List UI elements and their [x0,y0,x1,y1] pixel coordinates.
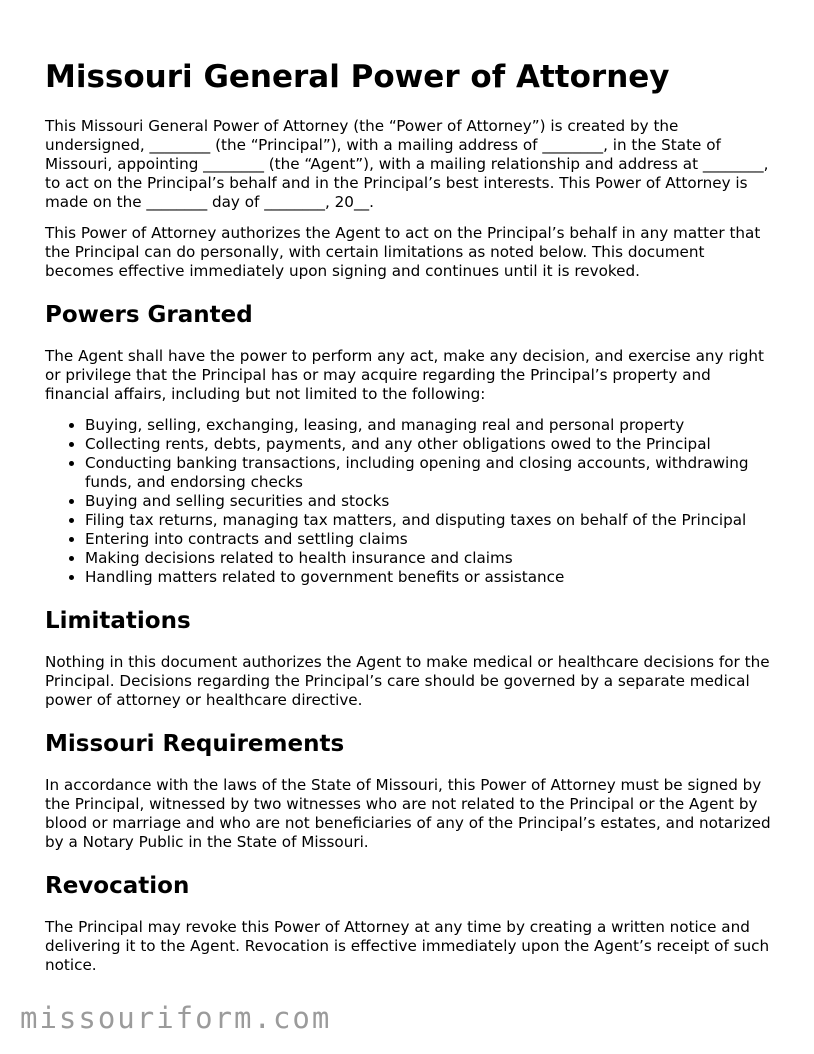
list-item: • Handling matters related to government benefits or assistance [85,568,773,587]
intro-paragraph: This Power of Attorney authorizes the Agent to act on the Principal’s behalf in any matter that the Principal can do personally, with certain limitations as noted below. This document becomes effective immediately upon signing and continues until it is revoked. [45,224,761,280]
limitations-paragraph: Nothing in this document authorizes the Agent to make medical or healthcare decisions for the Principal. Decisions regarding the Principal’s care should be governed by a separate medical power of attorney or healthcare directive. [45,653,770,709]
powers-paragraph: The Agent shall have the power to perform any act, make any decision, and exercise any right or privilege that the Principal has or may acquire regarding the Principal’s property and financial affairs, including but not limited to the following: [45,347,765,403]
document-title: Missouri General Power of Attorney [45,59,670,95]
list-item: • Filing tax returns, managing tax matters, and disputing taxes on behalf of the Principal [85,511,773,530]
revocation-paragraph: The Principal may revoke this Power of Attorney at any time by creating a written notice and delivering it to the Agent. Revocation is effective immediately upon the Agent’s receipt of such notice. [45,918,770,974]
section-heading-powers: Powers Granted [45,302,253,328]
section-heading-requirements: Missouri Requirements [45,731,345,757]
intro-paragraph: This Missouri General Power of Attorney (the “Power of Attorney”) is created by the undersigned, ________ (the “Principal”), with a mailing address of ________, in the State of Missouri, appointing ________ (the “Agent”), with a mailing relationship and address at ________, to act on the Principal’s behalf and in the Principal’s best interests. This Power of Attorney is made on the ________ day of ________, 20__. [45,117,769,211]
list-item: • Buying and selling securities and stocks [85,492,773,511]
list-item: • Buying, selling, exchanging, leasing, and managing real and personal property [85,416,773,435]
section-heading-revocation: Revocation [45,873,190,899]
watermark-logo: missouriform.com [20,1001,332,1035]
list-item: • Conducting banking transactions, including opening and closing accounts, withdrawing funds, and endorsing checks [85,454,773,492]
section-heading-limitations: Limitations [45,608,191,634]
document-body [45,117,773,987]
requirements-paragraph: In accordance with the laws of the State of Missouri, this Power of Attorney must be signed by the Principal, witnessed by two witnesses who are not related to the Principal or the Agent by blood or marriage and who are not beneficiaries of any of the Principal’s estates, and notarized by a Notary Public in the State of Missouri. [45,776,771,851]
list-item: • Entering into contracts and settling claims [85,530,773,549]
powers-list [45,416,773,587]
list-item: • Making decisions related to health insurance and claims [85,549,773,568]
list-item: • Collecting rents, debts, payments, and any other obligations owed to the Principal [85,435,773,454]
